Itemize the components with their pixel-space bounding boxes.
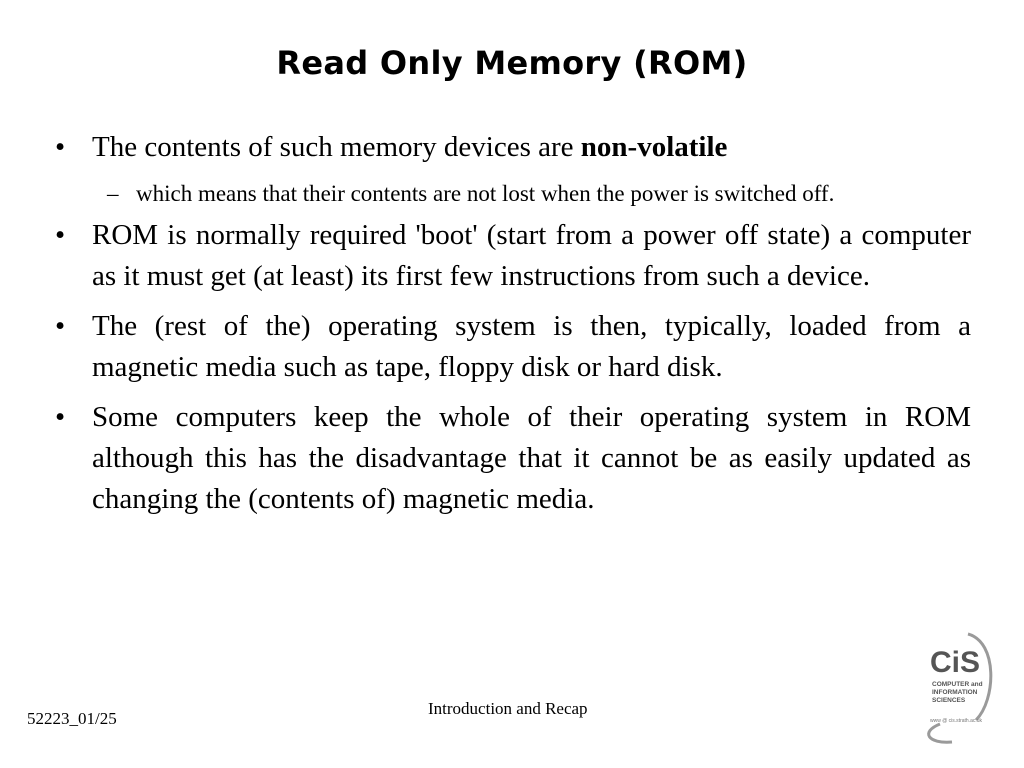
logo-line2: INFORMATION xyxy=(932,689,978,696)
bullet-text: ROM is normally required 'boot' (start from a power off state) a computer as it must get (at least) its first few instructions from such a device. xyxy=(92,219,971,292)
bullet-emphasis: non-volatile xyxy=(580,131,728,163)
bullet-text: Some computers keep the whole of their operating system in ROM although this has the disadvantage that it cannot be as easily updated as changing the (contents of) magnetic media. xyxy=(92,401,971,515)
logo-line3: SCIENCES xyxy=(932,697,966,704)
bullet-item xyxy=(55,306,971,388)
bullet-mark: • xyxy=(55,401,66,433)
bullet-item xyxy=(55,127,971,168)
slide-body xyxy=(55,127,971,529)
logo-line1: COMPUTER and xyxy=(932,681,983,688)
slide-title: Read Only Memory (ROM) xyxy=(276,44,748,82)
bullet-item xyxy=(55,397,971,520)
sub-bullet-text: which means that their contents are not lost when the power is switched off. xyxy=(136,181,835,206)
cis-logo xyxy=(918,628,998,748)
bullet-mark: • xyxy=(55,310,66,342)
logo-letters: CiS xyxy=(930,646,981,679)
footer-section-title: Introduction and Recap xyxy=(428,699,588,718)
logo-swoosh-bottom xyxy=(929,724,952,742)
bullet-text: The contents of such memory devices are xyxy=(92,131,581,163)
bullet-item xyxy=(55,215,971,297)
logo-url: www @ cis.strath.ac.uk xyxy=(930,718,983,724)
sub-bullet-mark: – xyxy=(107,181,119,206)
slide-number: 52223_01/25 xyxy=(27,709,117,728)
bullet-text: The (rest of the) operating system is then, typically, loaded from a magnetic media such as tape, floppy disk or hard disk. xyxy=(92,310,971,383)
sub-bullet-item xyxy=(107,177,971,211)
bullet-mark: • xyxy=(55,131,66,163)
bullet-mark: • xyxy=(55,219,66,251)
